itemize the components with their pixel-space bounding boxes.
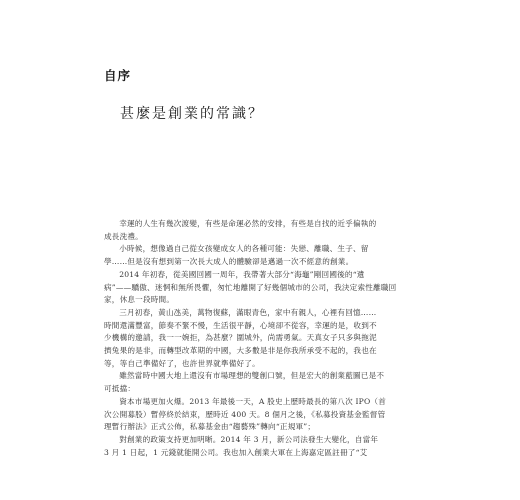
paragraph-line: 病”——驕傲、迷惘和無所畏懼，匆忙地離開了好幾個城市的公司，我決定索性離職回 (104, 282, 397, 292)
paragraph-line: 少機構的邀請，我一一婉拒，為甚麼？圍城外，尚需勇氣。天真女子只多與拖泥 (104, 333, 377, 343)
paragraph (104, 218, 420, 243)
paragraph-line: 資本市場更加火爆。2013 年最後一天，A 股史上歷時最長的第八次 IPO（首 (119, 396, 386, 406)
section-label: 自序 (104, 68, 132, 83)
paragraph-line: 理暫行辦法》正式公佈，私募基金由“趨藝殊”轉向“正規軍”； (104, 422, 316, 432)
paragraph (104, 243, 420, 268)
paragraph-line: 擠兔果的是非，而轉型改革期的中國，大多數是非是你我所承受不起的，我也在 (104, 346, 377, 356)
paragraph-line: 2014 年初春，從美國回國一周年，我帶著大部分“海龜”剛回國後的“遺 (119, 269, 365, 279)
chapter-title: 甚麼是創業的常識？ (120, 106, 264, 122)
paragraph-line: 雖然當時中國大地上還沒有市場理想的雙創口號，但是宏大的創業藍圖已是不 (119, 371, 385, 381)
paragraph-line: 3 月 1 日起，1 元錢就能開公司。我也加入創業大軍在上海嘉定區註冊了“艾 (104, 447, 368, 457)
paragraph (104, 307, 420, 371)
paragraph-line: 次公開募股）暫停終於結束，歷時近 400 天。8 個月之後，《私募投資基金監督管 (104, 409, 386, 419)
paragraph-line: 家，休息一段時間。 (104, 295, 175, 305)
paragraph-line: 對創業的政策支持更加明晰。2014 年 3 月，新公司法發生大變化，自當年 (119, 434, 379, 444)
paragraph-line: 學……但是沒有想到第一次長大成人的體驗卻是邁過一次不經意的創業。 (104, 257, 354, 267)
paragraph-line: 等，等自己準備好了，也許世界就準備好了。 (104, 358, 260, 368)
paragraph-line: 三月初春，黃山氹美，萬物復蘇，滿眼青色，家中有親人，心裡有回憶…… (119, 307, 377, 317)
paragraph-line: 時間還滿豐富，節奏不緊不慢，生活很平靜，心境卻不從容，幸運的是，收到不 (104, 320, 377, 330)
paragraph (104, 434, 420, 459)
paragraph (104, 269, 420, 307)
paragraph-line: 小時候，想像過自己從女孩變成女人的各種可能：失戀、離職、生子、留 (119, 244, 369, 254)
paragraph (104, 370, 420, 395)
body-text (104, 218, 420, 459)
paragraph-line: 成長洗禮。 (104, 231, 143, 241)
paragraph-line: 幸運的人生有幾次渡變，有些是命運必然的安排，有些是自找的近乎偏執的 (119, 219, 377, 228)
paragraph (104, 396, 420, 434)
paragraph-line: 可抵擋： (104, 384, 136, 394)
